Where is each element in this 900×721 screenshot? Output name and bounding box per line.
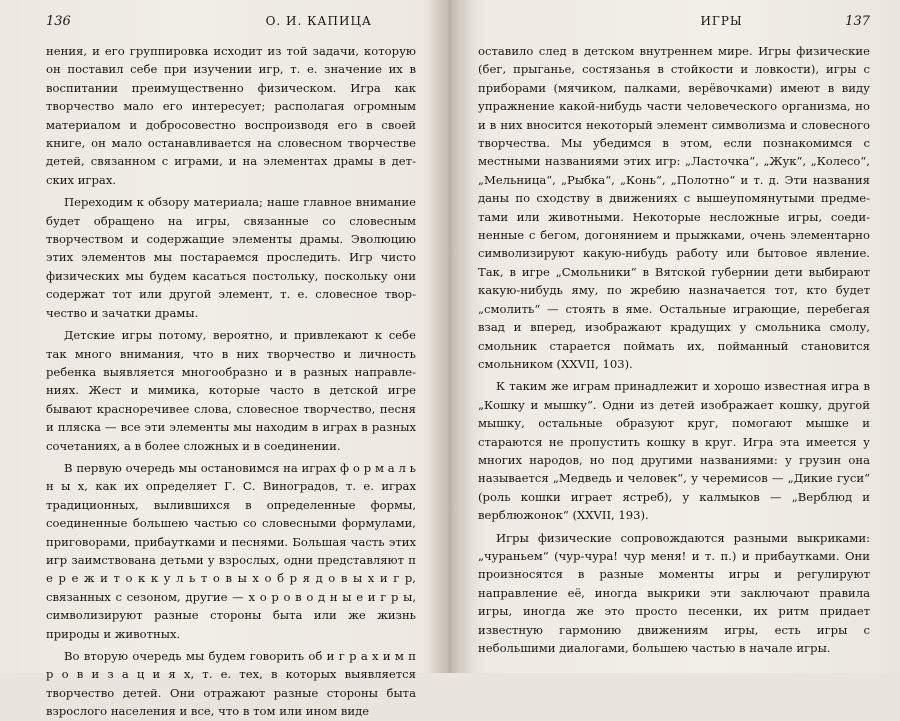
left-page-text [46, 42, 416, 721]
left-page-header [46, 14, 416, 34]
right-running-head: ИГРЫ [700, 14, 743, 28]
left-page-number: 136 [46, 14, 71, 29]
right-page-number: 137 [845, 14, 870, 29]
paragraph: Детские игры потому, вероятно, и привлекают к себе так много внимания, что в них творчество и личность ребенка выявляется многообразно и в разных направлениях. Жест и мимика, которые часто в детской игре бывают красноречивее слова, словесное творчество, песня и пляска — все эти элементы мы находим в играх в разных сочетаниях, а в более сложных и в соединении. [46, 328, 416, 453]
paragraph: оставило след в детском внутреннем мире. Игры физические (бег, прыганье, состязанья в стойкости и ловкости), игры с приборами (мячиком, палками, верёвочками) имеют в виду упражнение какой-нибудь части человеческого организма, но и в них вносится некоторый элемент символизма и словесного творчества. Мы убедимся в этом, если познакомимся с местными названиями этих игр: „Ласточка“, „Жук“, „Колесо“, „Мельница“, „Рыбка“, „Конь“, „Полотно“ и т. д. Эти названия даны по сходству в движениях с вышеупомянутыми предметами или животными. Некоторые несложные игры, соединенные с бегом, догонянием и прыжками, очень элементарно символизируют какую-нибудь работу или бытовое явление. Так, в игре „Смольники“ в Вятской губернии дети выбирают какую-нибудь яму, по жребию назначается тот, кто будет „смолить“ — стоять в яме. Остальные играющие, перебегая взад и вперед, изображают крадущих у смольника смолу, смольник старается поймать их, пойманный становится смольником (XXVII, 103). [478, 44, 870, 371]
paragraph: В первую очередь мы остановимся на играх ф о р м а л ь н ы х, как их определяет Г. С. Виноградов, т. е. играх традиционных, вылившихся в определенные формы, соединенные большею частью со словесными формулами, приговорами, прибаутками и песнями. Большая часть этих игр заимствована детьми у взрослых, одни представляют п е р е ж и т о к к у л ь т о в ы х о б р я д о в ы х и г р, связанных с сезоном, другие — х о р о в о д н ы е и г р ы, символизируют разные стороны быта или же жизнь природы и животных. [46, 460, 416, 641]
right-page-text [478, 42, 870, 657]
right-page-header [478, 14, 870, 34]
left-running-head: О. И. КАПИЦА [265, 14, 372, 28]
paragraph: Игры физические сопровождаются разными выкриками: „чураньем“ (чур-чура! чур меня! и т. п.) и прибаутками. Они произносятся в разные моменты игры и регулируют направление её, иногда выкрики эти заключают правила игры, иногда же это просто песенки, их ритм придает известную гармонию движениям игры, есть игры с небольшими диалогами, большею частью в начале игры. [478, 530, 870, 655]
paragraph: Переходим к обзору материала; наше главное внимание будет обращено на игры, связанные со словесным творчеством и содержащие элементы драмы. Эволюцию этих элементов мы постараемся проследить. Игр чисто физических мы будем касаться постольку, поскольку они содержат тот или другой элемент, т. е. словесное творчество и зачатки драмы. [46, 195, 416, 320]
paragraph: К таким же играм принадлежит и хорошо известная игра в „Кошку и мышку“. Одни из детей изображает кошку, другой мышку, остальные образуют круг, помогают мышке и стараются не пропустить кошку в круг. Игра эта имеется у многих народов, но под другими названиями: у грузин она называется „Медведь и человек“, у черемисов — „Дикие гуси“ (роль кошки играет ястреб), у калмыков — „Верблюд и верблюжонок“ (XXVII, 193). [478, 379, 870, 523]
paragraph: нения, и его группировка исходит из той задачи, которую он поставил себе при изучении игр, т. е. значение их в воспитании преимущественно физическом. Игра как творчество мало его интересует; располагая огромным материалом и добросовестно воспроизводя его в своей книге, он мало останавливается на словесном творчестве детей, связанном с играми, и на элементах драмы в детских играх. [46, 44, 416, 187]
right-page [450, 0, 900, 673]
paragraph: Во вторую очередь мы будем говорить об и г р а х и м п р о в и з а ц и я х, т. е. тех, в которых выявляется творчество детей. Они отражают разные стороны быта взрослого населения и все, что в том или ином виде [46, 649, 416, 719]
left-page [0, 0, 450, 719]
